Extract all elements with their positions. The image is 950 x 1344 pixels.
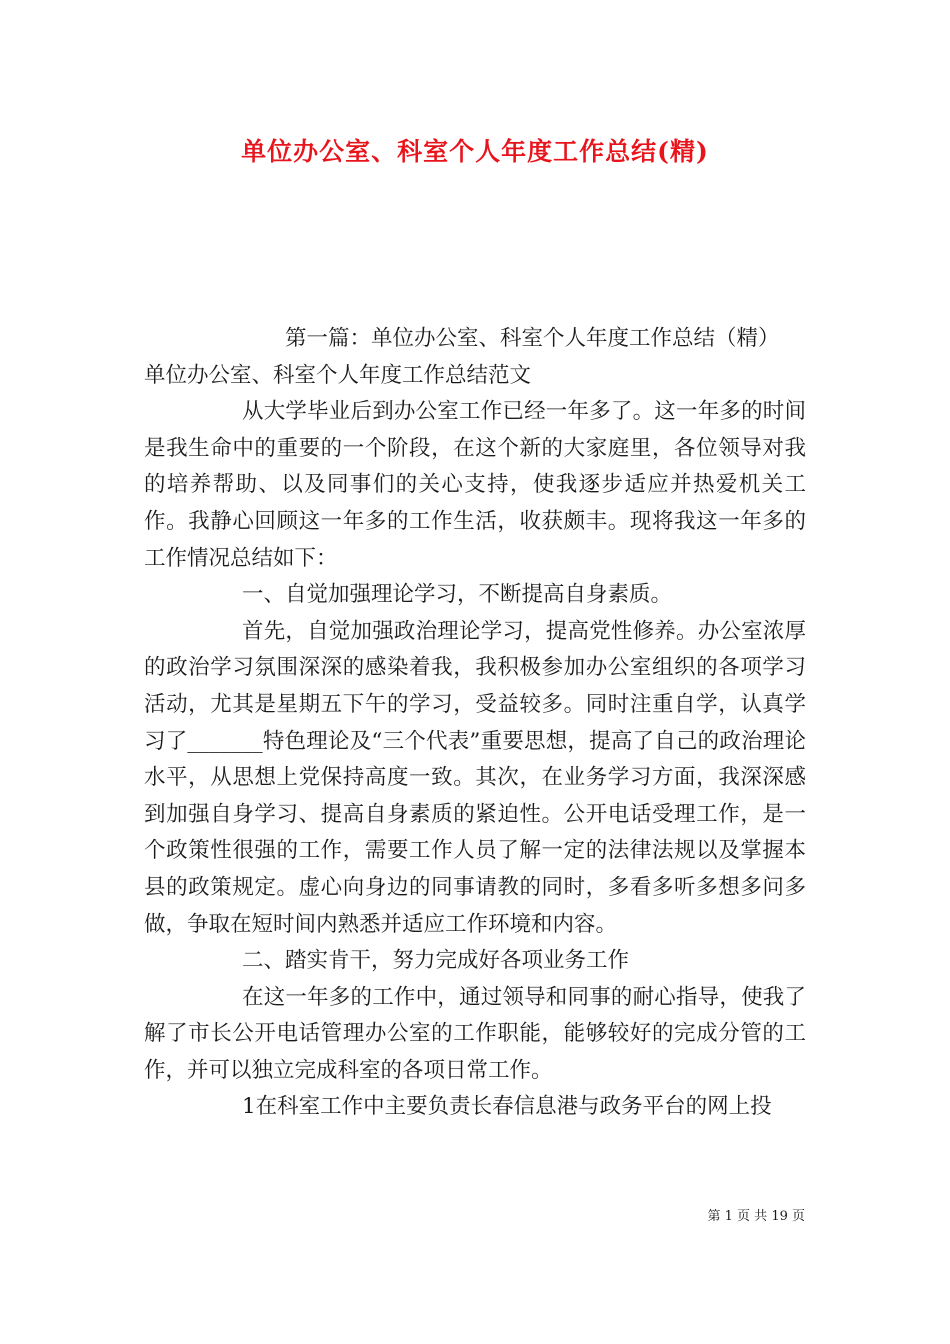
document-title: 单位办公室、科室个人年度工作总结(精) — [241, 137, 709, 166]
document-body — [144, 321, 806, 1126]
paragraph-intro: 从大学毕业后到办公室工作已经一年多了。这一年多的时间是我生命中的重要的一个阶段，在这个新的大家庭里，各位领导对我的培养帮助、以及同事们的关心支持，使我逐步适应并热爱机关工作。我静心回顾这一年多的工作生活，收获颇丰。现将我这一年多的工作情况总结如下： — [144, 399, 806, 571]
paragraph-item-1: 1在科室工作中主要负责长春信息港与政务平台的网上投 — [242, 1094, 772, 1120]
section-heading-1: 一、自觉加强理论学习，不断提高自身素质。 — [242, 582, 673, 608]
section-heading-2: 二、踏实肯干，努力完成好各项业务工作 — [242, 948, 630, 974]
paragraph-subtitle: 单位办公室、科室个人年度工作总结范文 — [144, 362, 532, 388]
paragraph-heading: 第一篇：单位办公室、科室个人年度工作总结（精） — [285, 326, 780, 351]
page-footer: 第 1 页 共 19 页 — [707, 1209, 805, 1224]
paragraph-work: 在这一年多的工作中，通过领导和同事的耐心指导，使我了解了市长公开电话管理办公室的工作职能，能够较好的完成分管的工作，并可以独立完成科室的各项日常工作。 — [144, 984, 806, 1083]
paragraph-study: 首先，自觉加强政治理论学习，提高党性修养。办公室浓厚的政治学习氛围深深的感染着我，我积极参加办公室组织的各项学习活动，尤其是星期五下午的学习，受益较多。同时注重自学，认真学习了_______特色理论及“三个代表”重要思想，提高了自己的政治理论水平，从思想上党保持高度一致。其次，在业务学习方面，我深深感到加强自身学习、提高自身素质的紧迫性。公开电话受理工作，是一个政策性很强的工作，需要工作人员了解一定的法律法规以及掌握本县的政策规定。虚心向身边的同事请教的同时，多看多听多想多问多做，争取在短时间内熟悉并适应工作环境和内容。 — [144, 618, 806, 937]
